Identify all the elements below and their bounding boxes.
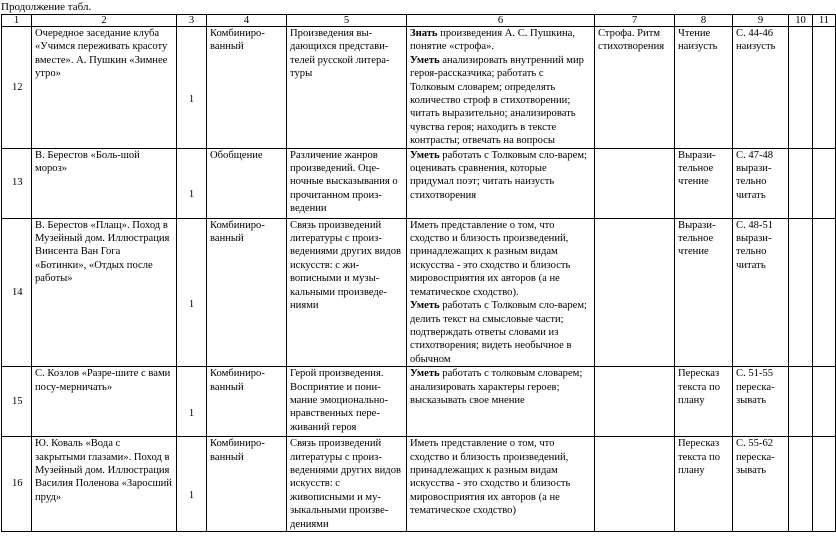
- lesson-col10: [789, 27, 813, 149]
- table-row: [2, 218, 836, 366]
- table-row: [2, 437, 836, 532]
- lesson-col10: [789, 437, 813, 532]
- header-cell: 2: [32, 15, 177, 27]
- header-cell: 6: [407, 15, 595, 27]
- lesson-number: 12: [2, 27, 32, 149]
- lesson-activity: Вырази-тельное чтение: [675, 148, 733, 218]
- lesson-homework: С. 55-62 переска-зывать: [733, 437, 789, 532]
- lesson-theory: [595, 218, 675, 366]
- lesson-content: Связь произведений литературы с произ-ведениями других видов искусств: с жи-вописными и музы-кальными произведе-ниями: [287, 218, 407, 366]
- lesson-col11: [813, 218, 836, 366]
- lesson-type: Комбиниро-ванный: [207, 437, 287, 532]
- header-cell: 5: [287, 15, 407, 27]
- lesson-requirements: Иметь представление о том, что сходство и близость произведений, принадлежащих к разным видам искусства - это сходство и близость мировосприятия их авторов (а не тематическое сходство). Уметь работать с Толковым сло-варем; делить текст на смысловые части; подтверждать ответы словами из стихотворения; видеть необычное в обычном: [407, 218, 595, 366]
- header-cell: 3: [177, 15, 207, 27]
- table-row: [2, 27, 836, 149]
- lesson-topic: В. Берестов «Боль-шой мороз»: [32, 148, 177, 218]
- header-row: [2, 15, 836, 27]
- lesson-theory: [595, 437, 675, 532]
- lesson-col11: [813, 148, 836, 218]
- lesson-content: Произведения вы-дающихся представи-телей русской литера-туры: [287, 27, 407, 149]
- lesson-col10: [789, 367, 813, 437]
- header-cell: 10: [789, 15, 813, 27]
- header-cell: 7: [595, 15, 675, 27]
- table-row: [2, 367, 836, 437]
- lesson-hours: 1: [177, 437, 207, 532]
- lesson-activity: Пересказ текста по плану: [675, 437, 733, 532]
- lesson-col10: [789, 148, 813, 218]
- lesson-theory: [595, 367, 675, 437]
- lesson-activity: Пересказ текста по плану: [675, 367, 733, 437]
- header-cell: 4: [207, 15, 287, 27]
- lesson-requirements: Знать произведения А. С. Пушкина, понятие «строфа». Уметь анализировать внутренний мир героя-рассказчика; работать с Толковым словарем; определять количество строф в стихотворении; читать выразительно; анализировать чувства героя; находить в тексте контрасты; отвечать на вопросы: [407, 27, 595, 149]
- lesson-homework: С. 44-46 наизусть: [733, 27, 789, 149]
- lesson-number: 15: [2, 367, 32, 437]
- lesson-topic: В. Берестов «Плащ». Поход в Музейный дом. Иллюстрация Винсента Ван Гога «Ботинки», «Отдых после работы»: [32, 218, 177, 366]
- lesson-type: Комбиниро-ванный: [207, 27, 287, 149]
- lesson-theory: Строфа. Ритм стихотворения: [595, 27, 675, 149]
- lesson-col11: [813, 27, 836, 149]
- lesson-requirements: Уметь работать с Толковым сло-варем; оценивать сравнения, которые придумал поэт; читать наизусть стихотворения: [407, 148, 595, 218]
- lesson-topic: Очередное заседание клуба «Учимся переживать красоту вместе». А. Пушкин «Зимнее утро»: [32, 27, 177, 149]
- header-cell: 1: [2, 15, 32, 27]
- lesson-number: 13: [2, 148, 32, 218]
- lesson-hours: 1: [177, 148, 207, 218]
- lesson-homework: С. 48-51 вырази-тельно читать: [733, 218, 789, 366]
- lesson-number: 16: [2, 437, 32, 532]
- lesson-requirements: Уметь работать с толковым словарем; анализировать характеры героев; высказывать свое мнение: [407, 367, 595, 437]
- header-cell: 11: [813, 15, 836, 27]
- lesson-hours: 1: [177, 218, 207, 366]
- lesson-requirements: Иметь представление о том, что сходство и близость произведений, принадлежащих к разным видам искусства - это сходство и близость мировосприятия их авторов (а не тематическое сходство): [407, 437, 595, 532]
- table-caption: Продолжение табл.: [1, 1, 92, 13]
- lesson-topic: С. Козлов «Разре-шите с вами посу-мерничать»: [32, 367, 177, 437]
- lesson-col11: [813, 437, 836, 532]
- lesson-plan-table: [1, 14, 836, 532]
- lesson-content: Различение жанров произведений. Оце-ночные высказывания о прочитанном произ-ведении: [287, 148, 407, 218]
- lesson-activity: Чтение наизусть: [675, 27, 733, 149]
- lesson-content: Герой произведения. Восприятие и пони-мание эмоционально-нравственных пере-живаний героя: [287, 367, 407, 437]
- lesson-col10: [789, 218, 813, 366]
- header-cell: 8: [675, 15, 733, 27]
- lesson-homework: С. 47-48 вырази-тельно читать: [733, 148, 789, 218]
- lesson-activity: Вырази-тельное чтение: [675, 218, 733, 366]
- lesson-type: Комбиниро-ванный: [207, 218, 287, 366]
- lesson-number: 14: [2, 218, 32, 366]
- lesson-content: Связь произведений литературы с произ-ведениями других видов искусств: с живописными и му-зыкальными произве-дениями: [287, 437, 407, 532]
- lesson-type: Обобщение: [207, 148, 287, 218]
- lesson-hours: 1: [177, 27, 207, 149]
- lesson-topic: Ю. Коваль «Вода с закрытыми глазами». Поход в Музейный дом. Иллюстрация Василия Поленова «Заросший пруд»: [32, 437, 177, 532]
- lesson-homework: С. 51-55 переска-зывать: [733, 367, 789, 437]
- lesson-theory: [595, 148, 675, 218]
- table-row: [2, 148, 836, 218]
- lesson-type: Комбиниро-ванный: [207, 367, 287, 437]
- lesson-col11: [813, 367, 836, 437]
- header-cell: 9: [733, 15, 789, 27]
- lesson-hours: 1: [177, 367, 207, 437]
